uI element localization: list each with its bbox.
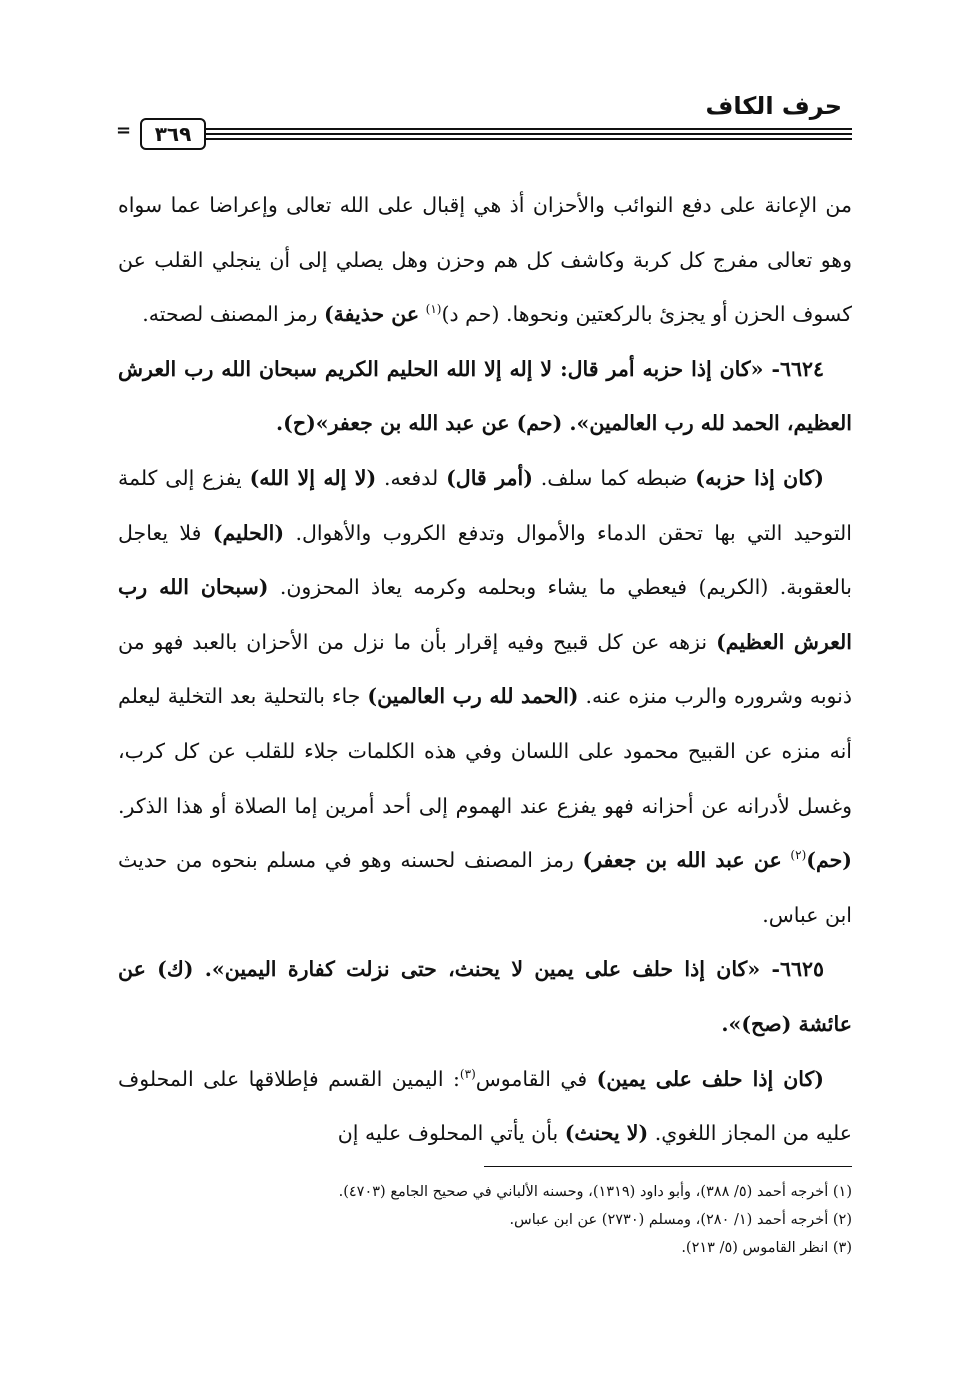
footnote-ref[interactable]: (٣) (459, 1066, 476, 1081)
footnotes (118, 1178, 852, 1262)
footnote-ref[interactable]: (١) (425, 302, 442, 317)
text-span: رمز المصنف لحسنه وهو في مسلم بنحوه من حديث ابن عباس. (118, 848, 852, 927)
commentary-6624 (118, 451, 852, 942)
text-span: فلا يعاجل بالعقوبة. (الكريم) فيعطي ما يشاء وبحلمه وكرمه يعاذ المحزون. (118, 520, 852, 600)
text-span: نزهه عن كل قبيح وفيه إقرار بأن ما نزل من الأحزان بالعبد فهو من ذنوبه وشروره والرب منزه عنه. (118, 629, 852, 709)
text-span: جاء بالتحلية بعد التخلية ليعلم أنه منزه عن القبيح محمود على اللسان وفي هذه الكلمات جلاء للقلب عن كل كرب، وغسل لأدرانه عن أحزانه فهو يفزع عند الهموم إلى أحد أمرين إما الصلاة أو هذا الذكر. (118, 684, 852, 818)
header-rule-line (204, 138, 852, 140)
bold-text: (الحمد لله رب العالمين) (367, 684, 579, 709)
bold-text: (سبحان الله رب العرش العظيم) (118, 575, 852, 654)
bold-text: (كان إذا حزبه) (695, 465, 824, 490)
hadith-6624 (118, 342, 852, 451)
header-rule-line (204, 128, 852, 130)
bold-text: عن حذيفة) (323, 302, 420, 327)
bold-text: (لا يحنث) (564, 1121, 649, 1146)
footnote-separator (484, 1166, 852, 1167)
text-span: بأن يأتي المحلوف عليه إن (337, 1121, 559, 1146)
header-rule (112, 118, 852, 146)
text-line: القلب عن كسوف الحزن أو يجزئ بالركعتين ونحوها. (حم د) (118, 247, 852, 327)
page-number: ٣٦٩ (140, 118, 206, 150)
commentary-6625 (118, 1052, 852, 1161)
footnote-item: (٣) انظر القاموس (٥/ ٢١٣). (681, 1240, 852, 1256)
text-span: ضبطه كما سلف. (540, 465, 688, 490)
text-span: لدفعه. (384, 465, 439, 490)
bold-text: (الحليم) (212, 520, 285, 545)
text-span: يفزع إلى كلمة التوحيد التي بها تحقن الدماء والأموال وتدفع الكروب والأهوال. (118, 465, 852, 545)
bold-text: (لا إله إلا الله) (249, 465, 377, 490)
text-span: : اليمين القسم فإطلاقها على المحلوف عليه من المجاز اللغوي. (118, 1066, 852, 1146)
chapter-header-title: حرف الكاف (705, 92, 842, 120)
hadith-text: ٦٦٢٥- «كان إذا حلف على يمين لا يحنث، حتى نزلت كفارة اليمين». (ك) (157, 957, 825, 982)
text-line: سواه وهو تعالى مفرج كل كربة وكاشف كل هم وحزن وهل يصلي إلى أن ينجلي (118, 193, 852, 272)
text-line: رمز المصنف لصحته. (142, 302, 318, 327)
text-line: من الإعانة على دفع النوائب والأحزان أذ هي إقبال على الله تعالى وإعراضا عما (170, 193, 852, 217)
hadith-6625 (118, 942, 852, 1051)
bold-text: عن عبد الله بن جعفر) (582, 848, 782, 873)
hadith-text: عن عائشة (صح)». (118, 957, 852, 1036)
footnote-item: (٢) أخرجه أحمد (١/ ٢٨٠)، ومسلم (٢٧٣٠) عن ابن عباس. (509, 1212, 852, 1228)
hadith-text: العرش العظيم، الحمد لله رب العالمين». (حم) عن عبد الله بن جعفر»(ح). (118, 356, 852, 436)
bold-text: (كان إذا حلف على يمين) (596, 1066, 824, 1091)
text-span: في القاموس (475, 1066, 588, 1091)
header-left-mark: = (116, 120, 132, 141)
footnote-ref[interactable]: (٢) (790, 848, 807, 863)
main-text (118, 178, 852, 1161)
hadith-text: ٦٦٢٤- «كان إذا حزبه أمر قال: لا إله إلا الله الحليم الكريم سبحان الله رب (184, 356, 825, 381)
bold-text: (حم) (806, 848, 852, 873)
bold-text: (أمر قال) (446, 465, 533, 490)
header-rule-line (204, 133, 852, 135)
commentary-paragraph (118, 178, 852, 342)
footnote-item: (١) أخرجه أحمد (٥/ ٣٨٨)، وأبو داود (١٣١٩)، وحسنه الألباني في صحيح الجامع (٤٧٠٣). (338, 1184, 852, 1200)
